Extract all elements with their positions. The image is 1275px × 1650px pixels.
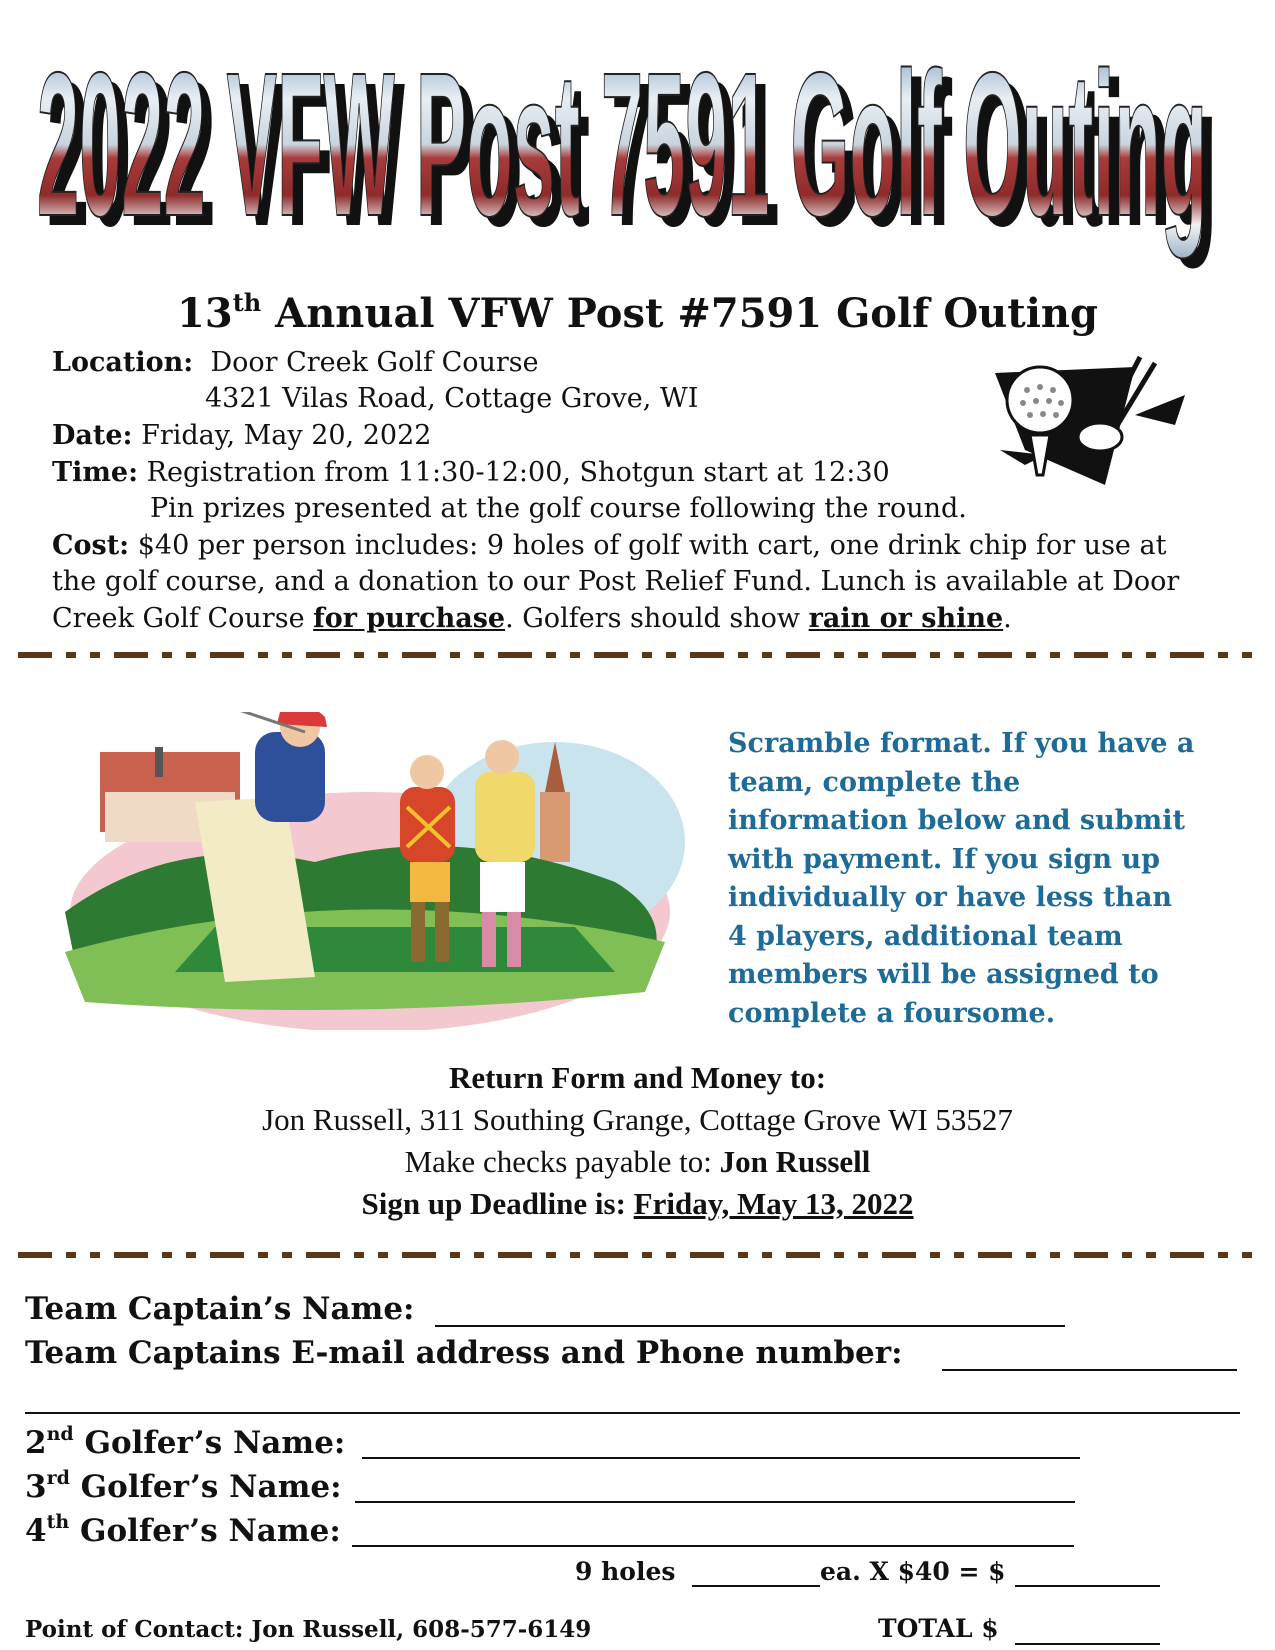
location-address: 4321 Vilas Road, Cottage Grove, WI — [205, 383, 699, 414]
scramble-line: complete a foursome. — [728, 997, 1056, 1029]
event-heading: 13th Annual VFW Post #7591 Golf Outing — [177, 288, 1098, 337]
total-amount-field[interactable] — [1015, 1643, 1160, 1645]
scramble-description — [728, 725, 1248, 1033]
golf-ball-clubs-icon — [985, 355, 1195, 495]
captain-name-field[interactable] — [435, 1325, 1065, 1327]
time-line: Time: Registration from 11:30-12:00, Shotgun start at 12:30 — [52, 457, 890, 488]
price-each-label: ea. X $40 = $ — [820, 1557, 1006, 1586]
golfer-4-field[interactable] — [352, 1545, 1074, 1547]
golfers-illustration — [55, 712, 685, 1030]
holes-label: 9 holes — [575, 1557, 676, 1586]
scramble-line: information below and submit — [728, 805, 1185, 836]
location-line: Location: Door Creek Golf Course — [52, 347, 539, 378]
banner-title — [35, 20, 1240, 290]
cost-line-3: Creek Golf Course for purchase. Golfers should show rain or shine. — [52, 603, 1012, 634]
scramble-line: with payment. If you sign up — [728, 843, 1160, 875]
scramble-line: members will be assigned to — [728, 959, 1159, 990]
total-label: TOTAL $ — [878, 1614, 999, 1643]
scramble-line: Scramble format. If you have a — [728, 728, 1195, 759]
golfer-3-field[interactable] — [355, 1501, 1075, 1503]
holes-quantity-field[interactable] — [692, 1585, 820, 1587]
signup-deadline: Sign up Deadline is: Friday, May 13, 2022 — [361, 1186, 914, 1221]
holes-amount-field[interactable] — [1015, 1585, 1160, 1587]
checks-payable: Make checks payable to: Jon Russell — [404, 1144, 871, 1179]
cost-line-1: Cost: $40 per person includes: 9 holes of golf with cart, one drink chip for use at — [52, 530, 1167, 561]
banner-title-shadow: 2022 VFW Post 7591 Golf Outing — [47, 40, 1217, 269]
cost-line-2: the golf course, and a donation to our Post Relief Fund. Lunch is available at Door — [52, 566, 1180, 597]
pin-prizes-line: Pin prizes presented at the golf course following the round. — [150, 493, 967, 524]
date-line: Date: Friday, May 20, 2022 — [52, 420, 432, 451]
divider-bottom — [18, 1252, 1258, 1258]
captain-name-label: Team Captain’s Name: — [25, 1291, 415, 1327]
scramble-line: team, complete the — [728, 766, 1021, 798]
scramble-line: individually or have less than — [728, 882, 1173, 913]
banner-title-text: 2022 VFW Post 7591 Golf Outing — [37, 30, 1207, 259]
scramble-line: 4 players, additional team — [728, 920, 1123, 952]
golfer-2-label: 2nd Golfer’s Name: — [25, 1423, 346, 1461]
golfer-3-label: 3rd Golfer’s Name: — [25, 1467, 342, 1505]
return-address: Jon Russell, 311 Southing Grange, Cottage Grove WI 53527 — [262, 1102, 1013, 1137]
point-of-contact: Point of Contact: Jon Russell, 608-577-6149 — [25, 1616, 592, 1643]
captain-contact-field-line2[interactable] — [25, 1412, 1240, 1414]
golfer-4-label: 4th Golfer’s Name: — [25, 1511, 341, 1549]
divider-top — [18, 652, 1258, 658]
captain-contact-label: Team Captains E-mail address and Phone number: — [25, 1335, 903, 1371]
captain-contact-field[interactable] — [942, 1369, 1237, 1371]
golfer-2-field[interactable] — [362, 1457, 1080, 1459]
return-heading: Return Form and Money to: — [448, 1060, 827, 1095]
